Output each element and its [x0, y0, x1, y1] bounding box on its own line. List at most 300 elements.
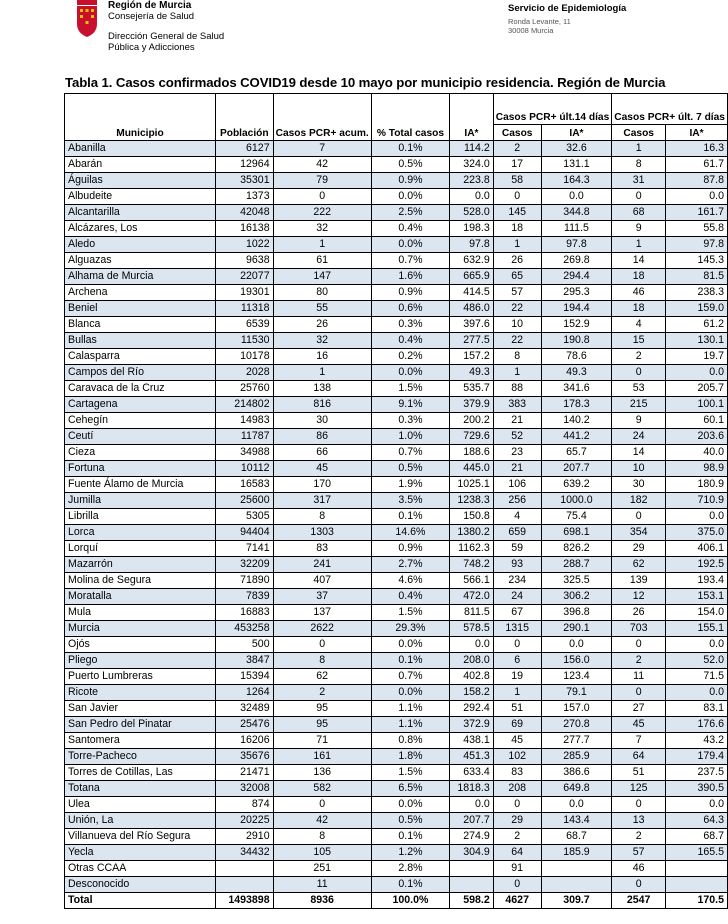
table-row [65, 269, 728, 285]
casos-14-cell: 57 [493, 285, 541, 301]
table-row [65, 173, 728, 189]
table-row [65, 413, 728, 429]
poblacion-cell: 453258 [215, 621, 273, 637]
casos-14-cell: 2 [493, 141, 541, 157]
municipio-cell: Aledo [65, 237, 216, 253]
pct-total-cell: 14.6% [371, 525, 449, 541]
poblacion-cell: 34988 [215, 445, 273, 461]
casos-14-cell: 4627 [493, 893, 541, 909]
pct-total-cell: 0.0% [371, 237, 449, 253]
pct-total-cell: 0.1% [371, 509, 449, 525]
casos-7-cell: 27 [612, 701, 666, 717]
ia-7-cell: 179.4 [666, 749, 728, 765]
table-body [65, 141, 728, 909]
ia-cell: 0.0 [450, 189, 494, 205]
poblacion-cell: 16583 [215, 477, 273, 493]
casos-acum-cell: 8 [273, 653, 371, 669]
poblacion-cell: 7839 [215, 589, 273, 605]
casos-7-cell: 18 [612, 301, 666, 317]
ia-14-cell: 698.1 [541, 525, 612, 541]
table-row [65, 877, 728, 893]
casos-acum-cell: 136 [273, 765, 371, 781]
casos-14-cell: 19 [493, 669, 541, 685]
pct-total-cell: 0.3% [371, 413, 449, 429]
col-municipio: Municipio [65, 94, 216, 141]
col-casos-14: Casos [493, 125, 541, 141]
municipio-cell: Cehegín [65, 413, 216, 429]
casos-14-cell: 145 [493, 205, 541, 221]
poblacion-cell: 10178 [215, 349, 273, 365]
ia-14-cell: 111.5 [541, 221, 612, 237]
municipio-cell: Caravaca de la Cruz [65, 381, 216, 397]
ia-7-cell: 0.0 [666, 685, 728, 701]
table-row [65, 301, 728, 317]
casos-7-cell: 0 [612, 797, 666, 813]
ia-7-cell: 205.7 [666, 381, 728, 397]
casos-14-cell: 93 [493, 557, 541, 573]
pct-total-cell: 0.9% [371, 285, 449, 301]
casos-acum-cell: 26 [273, 317, 371, 333]
poblacion-cell: 32008 [215, 781, 273, 797]
table-row [65, 253, 728, 269]
municipio-cell: Murcia [65, 621, 216, 637]
table-row [65, 861, 728, 877]
casos-7-cell: 0 [612, 365, 666, 381]
table-row [65, 429, 728, 445]
casos-7-cell: 18 [612, 269, 666, 285]
casos-acum-cell: 0 [273, 189, 371, 205]
ia-14-cell: 140.2 [541, 413, 612, 429]
cases-table [64, 93, 728, 909]
ia-cell: 1380.2 [450, 525, 494, 541]
casos-acum-cell: 8936 [273, 893, 371, 909]
casos-7-cell: 0 [612, 637, 666, 653]
pct-total-cell: 1.0% [371, 429, 449, 445]
ia-cell: 438.1 [450, 733, 494, 749]
municipio-cell: Alcantarilla [65, 205, 216, 221]
casos-14-cell: 18 [493, 221, 541, 237]
ia-14-cell: 194.4 [541, 301, 612, 317]
poblacion-cell: 10112 [215, 461, 273, 477]
casos-acum-cell: 80 [273, 285, 371, 301]
poblacion-cell: 1493898 [215, 893, 273, 909]
ia-cell: 274.9 [450, 829, 494, 845]
poblacion-cell: 71890 [215, 573, 273, 589]
ia-14-cell: 75.4 [541, 509, 612, 525]
ia-cell: 528.0 [450, 205, 494, 221]
pct-total-cell: 0.7% [371, 669, 449, 685]
casos-7-cell: 11 [612, 669, 666, 685]
pct-total-cell: 0.8% [371, 733, 449, 749]
ia-cell: 0.0 [450, 637, 494, 653]
casos-14-cell: 256 [493, 493, 541, 509]
casos-14-cell: 0 [493, 189, 541, 205]
casos-14-cell: 659 [493, 525, 541, 541]
casos-14-cell: 24 [493, 589, 541, 605]
ia-7-cell [666, 877, 728, 893]
casos-14-cell: 1 [493, 685, 541, 701]
casos-acum-cell: 407 [273, 573, 371, 589]
ia-cell: 200.2 [450, 413, 494, 429]
table-row [65, 365, 728, 381]
ia-14-cell: 0.0 [541, 797, 612, 813]
casos-7-cell: 13 [612, 813, 666, 829]
casos-7-cell: 215 [612, 397, 666, 413]
ia-cell: 729.6 [450, 429, 494, 445]
ia-14-cell: 190.8 [541, 333, 612, 349]
ia-7-cell: 159.0 [666, 301, 728, 317]
municipio-cell: Archena [65, 285, 216, 301]
ia-cell [450, 877, 494, 893]
casos-7-cell: 9 [612, 413, 666, 429]
col-ia-7: IA* [666, 125, 728, 141]
ia-7-cell: 98.9 [666, 461, 728, 477]
poblacion-cell: 6127 [215, 141, 273, 157]
casos-7-cell: 45 [612, 717, 666, 733]
casos-7-cell: 57 [612, 845, 666, 861]
municipio-cell: Puerto Lumbreras [65, 669, 216, 685]
municipio-cell: Ceutí [65, 429, 216, 445]
casos-14-cell: 59 [493, 541, 541, 557]
casos-acum-cell: 55 [273, 301, 371, 317]
ia-7-cell: 153.1 [666, 589, 728, 605]
poblacion-cell: 1264 [215, 685, 273, 701]
casos-acum-cell: 66 [273, 445, 371, 461]
poblacion-cell: 14983 [215, 413, 273, 429]
casos-acum-cell: 317 [273, 493, 371, 509]
pct-total-cell: 9.1% [371, 397, 449, 413]
ia-7-cell: 83.1 [666, 701, 728, 717]
ia-7-cell: 71.5 [666, 669, 728, 685]
pct-total-cell: 0.7% [371, 445, 449, 461]
ia-14-cell: 288.7 [541, 557, 612, 573]
poblacion-cell: 11787 [215, 429, 273, 445]
table-row [65, 525, 728, 541]
ia-14-cell: 152.9 [541, 317, 612, 333]
ia-cell [450, 861, 494, 877]
municipio-cell: Santomera [65, 733, 216, 749]
casos-7-cell: 354 [612, 525, 666, 541]
ia-7-cell: 68.7 [666, 829, 728, 845]
municipio-cell: Campos del Río [65, 365, 216, 381]
pct-total-cell: 0.5% [371, 813, 449, 829]
municipio-cell: San Pedro del Pinatar [65, 717, 216, 733]
ia-7-cell: 60.1 [666, 413, 728, 429]
ia-7-cell: 52.0 [666, 653, 728, 669]
casos-7-cell: 9 [612, 221, 666, 237]
table-row [65, 589, 728, 605]
casos-7-cell: 68 [612, 205, 666, 221]
ia-7-cell: 19.7 [666, 349, 728, 365]
casos-14-cell: 0 [493, 797, 541, 813]
municipio-cell: Torres de Cotillas, Las [65, 765, 216, 781]
poblacion-cell [215, 877, 273, 893]
pct-total-cell: 100.0% [371, 893, 449, 909]
table-row [65, 813, 728, 829]
ia-7-cell: 145.3 [666, 253, 728, 269]
service-name: Servicio de Epidemiología [508, 3, 627, 14]
casos-acum-cell: 95 [273, 701, 371, 717]
casos-acum-cell: 30 [273, 413, 371, 429]
municipio-cell: Librilla [65, 509, 216, 525]
municipio-cell: Mazarrón [65, 557, 216, 573]
municipio-cell: Abarán [65, 157, 216, 173]
col-casos-7: Casos [612, 125, 666, 141]
service-address-1: Ronda Levante, 11 [508, 17, 571, 26]
casos-7-cell: 182 [612, 493, 666, 509]
ia-7-cell: 130.1 [666, 333, 728, 349]
poblacion-cell: 32489 [215, 701, 273, 717]
ia-7-cell: 87.8 [666, 173, 728, 189]
poblacion-cell: 42048 [215, 205, 273, 221]
municipio-cell: Totana [65, 781, 216, 797]
ia-14-cell: 325.5 [541, 573, 612, 589]
ia-7-cell: 0.0 [666, 189, 728, 205]
municipio-cell: Fortuna [65, 461, 216, 477]
poblacion-cell [215, 861, 273, 877]
ia-14-cell: 97.8 [541, 237, 612, 253]
org-sub1: Dirección General de Salud [108, 31, 225, 42]
casos-14-cell: 17 [493, 157, 541, 173]
casos-7-cell: 29 [612, 541, 666, 557]
ia-cell: 414.5 [450, 285, 494, 301]
poblacion-cell: 35301 [215, 173, 273, 189]
ia-7-cell: 0.0 [666, 637, 728, 653]
pct-total-cell: 0.1% [371, 829, 449, 845]
col-poblacion: Población [215, 94, 273, 141]
casos-acum-cell: 816 [273, 397, 371, 413]
ia-7-cell: 100.1 [666, 397, 728, 413]
casos-7-cell: 4 [612, 317, 666, 333]
org-sub2: Pública y Adicciones [108, 42, 195, 53]
ia-14-cell: 386.6 [541, 765, 612, 781]
col-casos-acum: Casos PCR+ acum. [273, 94, 371, 141]
casos-14-cell: 65 [493, 269, 541, 285]
ia-7-cell [666, 861, 728, 877]
casos-14-cell: 102 [493, 749, 541, 765]
ia-cell: 292.4 [450, 701, 494, 717]
ia-14-cell: 639.2 [541, 477, 612, 493]
casos-acum-cell: 241 [273, 557, 371, 573]
table-row [65, 445, 728, 461]
table-row [65, 781, 728, 797]
ia-cell: 277.5 [450, 333, 494, 349]
ia-cell: 0.0 [450, 797, 494, 813]
casos-7-cell: 26 [612, 605, 666, 621]
municipio-cell: Jumilla [65, 493, 216, 509]
ia-14-cell: 294.4 [541, 269, 612, 285]
poblacion-cell: 16883 [215, 605, 273, 621]
table-row [65, 701, 728, 717]
pct-total-cell: 29.3% [371, 621, 449, 637]
table-row [65, 797, 728, 813]
ia-7-cell: 16.3 [666, 141, 728, 157]
casos-acum-cell: 8 [273, 829, 371, 845]
ia-cell: 633.4 [450, 765, 494, 781]
municipio-cell: Abanilla [65, 141, 216, 157]
poblacion-cell: 5305 [215, 509, 273, 525]
pct-total-cell: 0.6% [371, 301, 449, 317]
ia-14-cell: 269.8 [541, 253, 612, 269]
municipio-cell: Ricote [65, 685, 216, 701]
municipio-cell: Fuente Álamo de Murcia [65, 477, 216, 493]
casos-7-cell: 139 [612, 573, 666, 589]
casos-acum-cell: 32 [273, 333, 371, 349]
pct-total-cell: 6.5% [371, 781, 449, 797]
casos-7-cell: 46 [612, 285, 666, 301]
casos-acum-cell: 42 [273, 157, 371, 173]
casos-14-cell: 29 [493, 813, 541, 829]
casos-7-cell: 64 [612, 749, 666, 765]
table-row [65, 653, 728, 669]
municipio-cell: Alcázares, Los [65, 221, 216, 237]
municipio-cell: Cieza [65, 445, 216, 461]
ia-14-cell: 290.1 [541, 621, 612, 637]
table-row [65, 493, 728, 509]
poblacion-cell: 94404 [215, 525, 273, 541]
casos-14-cell: 45 [493, 733, 541, 749]
ia-14-cell: 131.1 [541, 157, 612, 173]
ia-14-cell: 49.3 [541, 365, 612, 381]
casos-acum-cell: 71 [273, 733, 371, 749]
casos-14-cell: 52 [493, 429, 541, 445]
ia-cell: 811.5 [450, 605, 494, 621]
ia-cell: 397.6 [450, 317, 494, 333]
municipio-cell: Moratalla [65, 589, 216, 605]
col-group-14-dias: Casos PCR+ últ.14 días [493, 94, 612, 125]
ia-cell: 748.2 [450, 557, 494, 573]
casos-14-cell: 26 [493, 253, 541, 269]
casos-acum-cell: 161 [273, 749, 371, 765]
casos-14-cell: 21 [493, 413, 541, 429]
ia-14-cell: 341.6 [541, 381, 612, 397]
municipio-cell: Total [65, 893, 216, 909]
casos-acum-cell: 8 [273, 509, 371, 525]
table-row [65, 141, 728, 157]
poblacion-cell: 2028 [215, 365, 273, 381]
ia-14-cell: 143.4 [541, 813, 612, 829]
ia-cell: 598.2 [450, 893, 494, 909]
table-row [65, 541, 728, 557]
casos-acum-cell: 11 [273, 877, 371, 893]
pct-total-cell: 0.4% [371, 221, 449, 237]
table-row [65, 605, 728, 621]
poblacion-cell: 11530 [215, 333, 273, 349]
ia-14-cell: 65.7 [541, 445, 612, 461]
ia-7-cell: 192.5 [666, 557, 728, 573]
casos-14-cell: 91 [493, 861, 541, 877]
casos-7-cell: 2 [612, 349, 666, 365]
municipio-cell: Ulea [65, 797, 216, 813]
poblacion-cell: 34432 [215, 845, 273, 861]
ia-14-cell: 1000.0 [541, 493, 612, 509]
ia-7-cell: 180.9 [666, 477, 728, 493]
ia-7-cell: 390.5 [666, 781, 728, 797]
municipio-cell: Bullas [65, 333, 216, 349]
table-row [65, 381, 728, 397]
casos-7-cell: 125 [612, 781, 666, 797]
casos-14-cell: 208 [493, 781, 541, 797]
casos-7-cell: 14 [612, 253, 666, 269]
poblacion-cell: 1022 [215, 237, 273, 253]
ia-7-cell: 375.0 [666, 525, 728, 541]
casos-7-cell: 31 [612, 173, 666, 189]
pct-total-cell: 0.0% [371, 365, 449, 381]
casos-acum-cell: 62 [273, 669, 371, 685]
casos-7-cell: 1 [612, 237, 666, 253]
casos-7-cell: 2 [612, 829, 666, 845]
ia-cell: 188.6 [450, 445, 494, 461]
pct-total-cell: 0.0% [371, 637, 449, 653]
casos-14-cell: 69 [493, 717, 541, 733]
municipio-cell: Cartagena [65, 397, 216, 413]
ia-14-cell: 164.3 [541, 173, 612, 189]
table-row [65, 621, 728, 637]
table-row [65, 189, 728, 205]
ia-7-cell: 203.6 [666, 429, 728, 445]
poblacion-cell: 3847 [215, 653, 273, 669]
table-row [65, 509, 728, 525]
pct-total-cell: 0.1% [371, 877, 449, 893]
municipio-cell: Pliego [65, 653, 216, 669]
ia-cell: 1162.3 [450, 541, 494, 557]
casos-acum-cell: 251 [273, 861, 371, 877]
casos-acum-cell: 137 [273, 605, 371, 621]
ia-14-cell: 0.0 [541, 637, 612, 653]
ia-cell: 451.3 [450, 749, 494, 765]
municipio-cell: Albudeite [65, 189, 216, 205]
casos-7-cell: 10 [612, 461, 666, 477]
casos-14-cell: 234 [493, 573, 541, 589]
table-row [65, 829, 728, 845]
casos-acum-cell: 2622 [273, 621, 371, 637]
ia-7-cell: 81.5 [666, 269, 728, 285]
pct-total-cell: 2.5% [371, 205, 449, 221]
municipio-cell: Unión, La [65, 813, 216, 829]
ia-cell: 304.9 [450, 845, 494, 861]
ia-7-cell: 0.0 [666, 365, 728, 381]
casos-7-cell: 0 [612, 877, 666, 893]
casos-7-cell: 62 [612, 557, 666, 573]
pct-total-cell: 0.1% [371, 653, 449, 669]
ia-7-cell: 55.8 [666, 221, 728, 237]
ia-cell: 402.8 [450, 669, 494, 685]
ia-7-cell: 0.0 [666, 509, 728, 525]
casos-7-cell: 15 [612, 333, 666, 349]
casos-7-cell: 0 [612, 685, 666, 701]
casos-7-cell: 2547 [612, 893, 666, 909]
table-row [65, 749, 728, 765]
ia-7-cell: 64.3 [666, 813, 728, 829]
ia-7-cell: 43.2 [666, 733, 728, 749]
ia-14-cell: 79.1 [541, 685, 612, 701]
service-address-2: 30008 Murcia [508, 26, 554, 35]
casos-acum-cell: 222 [273, 205, 371, 221]
casos-acum-cell: 16 [273, 349, 371, 365]
pct-total-cell: 1.2% [371, 845, 449, 861]
ia-14-cell: 0.0 [541, 189, 612, 205]
casos-acum-cell: 86 [273, 429, 371, 445]
ia-cell: 566.1 [450, 573, 494, 589]
municipio-cell: Mula [65, 605, 216, 621]
table-row [65, 557, 728, 573]
ia-14-cell: 78.6 [541, 349, 612, 365]
ia-cell: 208.0 [450, 653, 494, 669]
pct-total-cell: 2.8% [371, 861, 449, 877]
casos-7-cell: 8 [612, 157, 666, 173]
pct-total-cell: 0.5% [371, 461, 449, 477]
poblacion-cell: 22077 [215, 269, 273, 285]
